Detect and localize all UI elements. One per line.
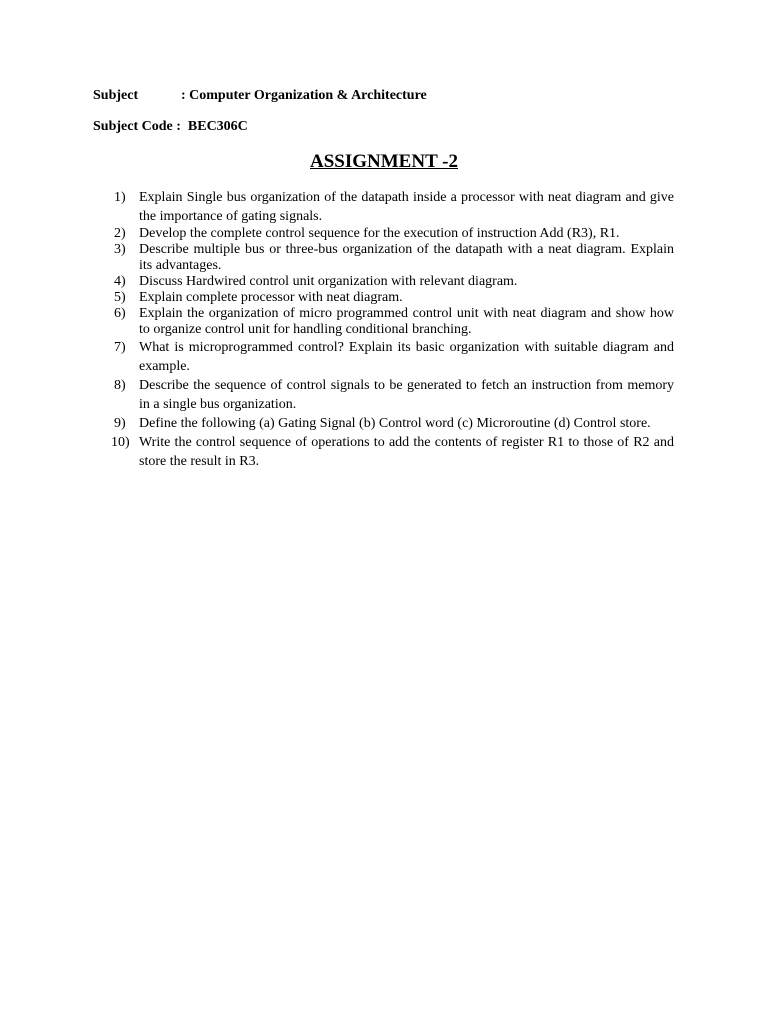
- subject-label: Subject: [93, 88, 139, 103]
- question-item: [114, 242, 674, 274]
- question-item: [114, 338, 674, 376]
- question-number: 9): [114, 416, 126, 431]
- question-number: 7): [114, 340, 126, 355]
- subject-line: [93, 88, 427, 104]
- subject-code-value: BEC306C: [187, 119, 248, 134]
- question-number: 6): [114, 306, 126, 321]
- question-text: Develop the complete control sequence for the execution of instruction Add (R3), R1.: [139, 226, 620, 241]
- subject-code-label: Subject Code :: [93, 119, 181, 134]
- question-number: 2): [114, 226, 126, 241]
- question-number: 8): [114, 378, 126, 393]
- question-number: 3): [114, 242, 126, 257]
- question-number: 5): [114, 290, 126, 305]
- subject-code-line: [93, 119, 248, 135]
- question-item: [114, 274, 674, 290]
- question-number: 10): [111, 435, 130, 450]
- question-number: 1): [114, 190, 126, 205]
- question-text: Define the following (a) Gating Signal (b) Control word (c) Microroutine (d) Control store.: [139, 416, 651, 431]
- question-text: Describe multiple bus or three-bus organization of the datapath with a neat diagram. Explain its advantages.: [139, 242, 674, 273]
- question-text: Explain Single bus organization of the datapath inside a processor with neat diagram and give the importance of gating signals.: [139, 190, 674, 224]
- subject-value: : Computer Organization & Architecture: [181, 88, 427, 103]
- question-item: [114, 290, 674, 306]
- question-text: Discuss Hardwired control unit organization with relevant diagram.: [139, 274, 518, 289]
- question-text: Write the control sequence of operations to add the contents of register R1 to those of R2 and store the result in R3.: [139, 435, 674, 469]
- question-text: Explain complete processor with neat diagram.: [139, 290, 403, 305]
- question-text: What is microprogrammed control? Explain its basic organization with suitable diagram and example.: [139, 340, 674, 374]
- question-item: [114, 188, 674, 226]
- assignment-title: ASSIGNMENT -2: [310, 151, 458, 172]
- question-item: [114, 226, 674, 242]
- question-text: Describe the sequence of control signals to be generated to fetch an instruction from memory in a single bus organization.: [139, 378, 674, 412]
- question-text: Explain the organization of micro programmed control unit with neat diagram and show how to organize control unit for handling conditional branching.: [139, 306, 674, 337]
- question-number: 4): [114, 274, 126, 289]
- question-list: [111, 188, 674, 471]
- question-item: [114, 414, 674, 433]
- question-item: [111, 433, 674, 471]
- question-item: [114, 306, 674, 338]
- question-item: [114, 376, 674, 414]
